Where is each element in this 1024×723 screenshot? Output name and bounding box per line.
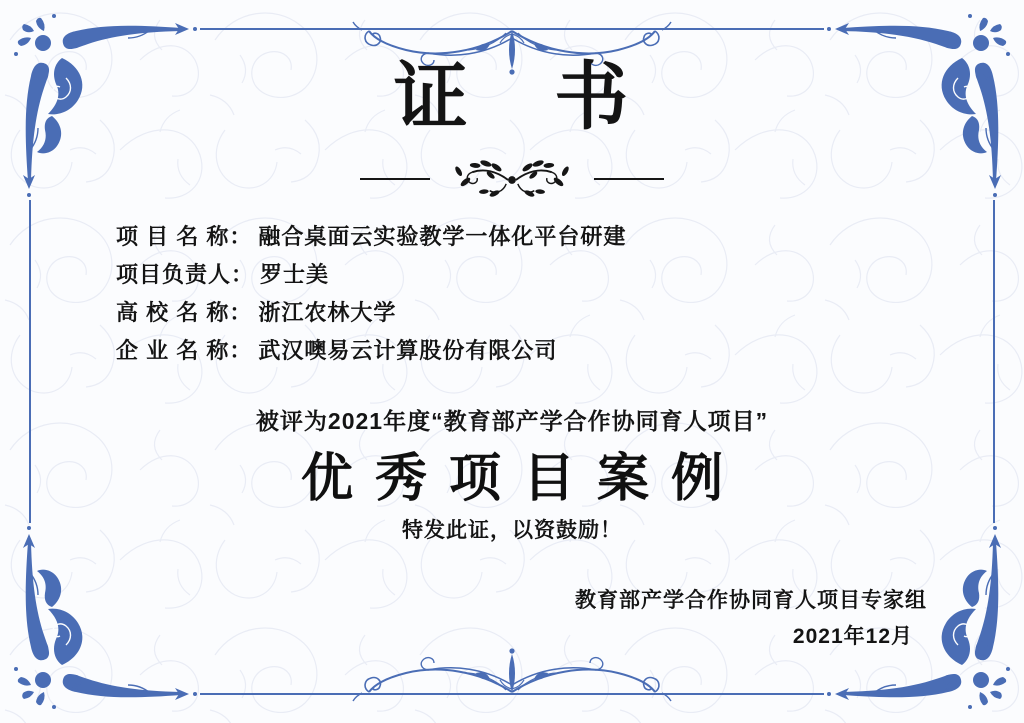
field-project-leader xyxy=(116,256,626,294)
field-value: 浙江农林大学 xyxy=(258,300,397,325)
issue-date: 2021年12月 xyxy=(792,625,913,648)
field-value: 罗士美 xyxy=(260,262,330,287)
award-statement: 被评为2021年度“教育部产学合作协同育人项目” xyxy=(255,408,769,434)
divider-line-right xyxy=(594,178,664,180)
title-divider xyxy=(0,156,1024,202)
award-title: 优秀项目案例 xyxy=(300,451,745,508)
field-label: 高 校 名 称： xyxy=(116,300,253,325)
field-label: 项目负责人： xyxy=(116,262,255,287)
field-value: 武汉噢易云计算股份有限公司 xyxy=(258,338,558,363)
field-value: 融合桌面云实验教学一体化平台研建 xyxy=(258,224,627,249)
floral-vine-icon xyxy=(448,156,576,202)
certificate-title: 证 书 xyxy=(393,57,631,139)
encouragement-note: 特发此证，以资鼓励！ xyxy=(402,519,622,542)
field-label: 项 目 名 称： xyxy=(116,224,253,249)
field-university-name xyxy=(116,294,626,332)
field-label: 企 业 名 称： xyxy=(116,338,253,363)
field-company-name xyxy=(116,332,626,370)
project-info-fields xyxy=(116,218,626,370)
divider-line-left xyxy=(360,178,430,180)
field-project-name xyxy=(116,218,626,256)
issuer-signature: 教育部产学合作协同育人项目专家组 xyxy=(575,589,927,612)
